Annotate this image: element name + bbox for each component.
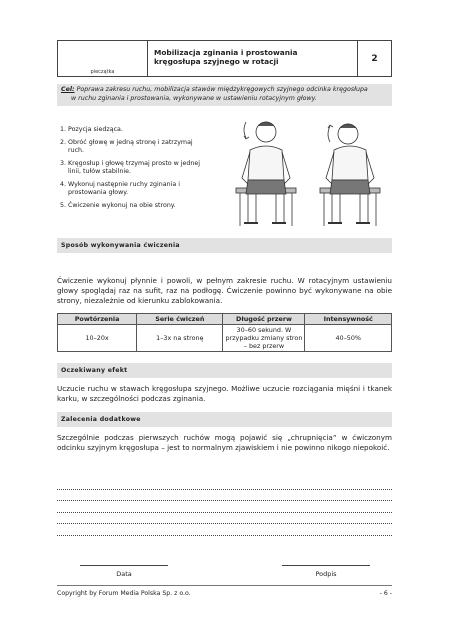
col-series: Serie ćwiczeń: [137, 314, 223, 325]
stamp-label: pieczątka: [90, 69, 115, 75]
cell-intensity: 40–50%: [305, 325, 392, 352]
recommendations-text: Szczególnie podczas pierwszych ruchów mogą pojawić się „chrupnięcia” w ćwiczonym odcinku szyjnym kręgosłupa – jest to normalnym zjawiskiem i nie powinno nikogo niepokoić.: [57, 433, 392, 452]
page-footer: [57, 585, 392, 597]
cell-repetitions: 10–20x: [58, 325, 137, 352]
note-line[interactable]: [57, 501, 392, 513]
effect-heading: Oczekiwany efekt: [57, 363, 392, 378]
col-repetitions: Powtórzenia: [58, 314, 137, 325]
goal-box: [57, 84, 392, 106]
exercise-number: 2: [357, 41, 391, 76]
note-line[interactable]: [57, 524, 392, 536]
goal-label: Cel:: [61, 86, 75, 93]
page-number: - 6 -: [379, 590, 392, 597]
copyright-text: Copyright by Forum Media Polska Sp. z o.o.: [57, 590, 191, 597]
col-intensity: Intensywność: [305, 314, 392, 325]
seated-figure-right: [320, 124, 380, 226]
header-box: [57, 40, 392, 77]
title-line-1: Mobilizacja zginania i prostowania: [154, 48, 298, 57]
title-line-2: kręgosłupa szyjnego w rotacji: [154, 57, 279, 66]
method-text: Ćwiczenie wykonuj płynnie i powoli, w pełnym zakresie ruchu. W rotacyjnym ustawieniu głowy spoglądaj raz na sufit, raz na podłogę. Ćwiczenie powinno być wykonywane na obie strony, niezależnie od kierunku zablokowania.: [57, 276, 392, 305]
notes-lines: [57, 478, 392, 536]
table-row: [58, 325, 392, 352]
stamp-field: [58, 41, 148, 76]
recommendations-heading: Zalecenia dodatkowe: [57, 412, 392, 427]
effect-text: Uczucie ruchu w stawach kręgosłupa szyjnego. Możliwe uczucie rozciągania mięśni i tkanek karku, w szczególności podczas zginania.: [57, 384, 392, 403]
exercise-illustration: [228, 108, 393, 228]
cell-break-length: 30–60 sekund. W przypadku zmiany stron – bez przerw: [223, 325, 305, 352]
note-line[interactable]: [57, 513, 392, 525]
note-line[interactable]: [57, 490, 392, 502]
exercise-title: [148, 41, 357, 76]
cell-series: 1–3x na stronę: [137, 325, 223, 352]
step-item: 2. Obróć głowę w jedną stronę i zatrzymaj ruch.: [60, 138, 193, 154]
goal-line-1: Poprawa zakresu ruchu, mobilizacja stawów międzykręgowych szyjnego odcinka kręgosłupa: [74, 86, 368, 93]
steps-list: [60, 126, 210, 214]
parameters-table: [57, 313, 392, 352]
signature-label: Podpis: [282, 565, 370, 578]
step-item: 5. Ćwiczenie wykonuj na obie strony.: [60, 201, 176, 209]
date-signature-field: [80, 565, 168, 578]
col-break-length: Długość przerw: [223, 314, 305, 325]
method-heading: Sposób wykonywania ćwiczenia: [57, 238, 392, 253]
signature-field: [282, 565, 370, 578]
goal-line-2: w ruchu zginania i prostowania, wykonywane w ustawieniu rotacyjnym głowy.: [71, 94, 317, 102]
date-label: Data: [80, 565, 168, 578]
table-header-row: [58, 314, 392, 325]
step-item: 1. Pozycja siedząca.: [60, 126, 123, 133]
step-item: 4. Wykonuj następnie ruchy zginania i prostowania głowy.: [60, 180, 180, 196]
step-item: 3. Kręgosłup i głowę trzymaj prosto w jednej linii, tułów stabilnie.: [60, 159, 201, 175]
seated-figure-left: [236, 122, 296, 226]
note-line[interactable]: [57, 478, 392, 490]
